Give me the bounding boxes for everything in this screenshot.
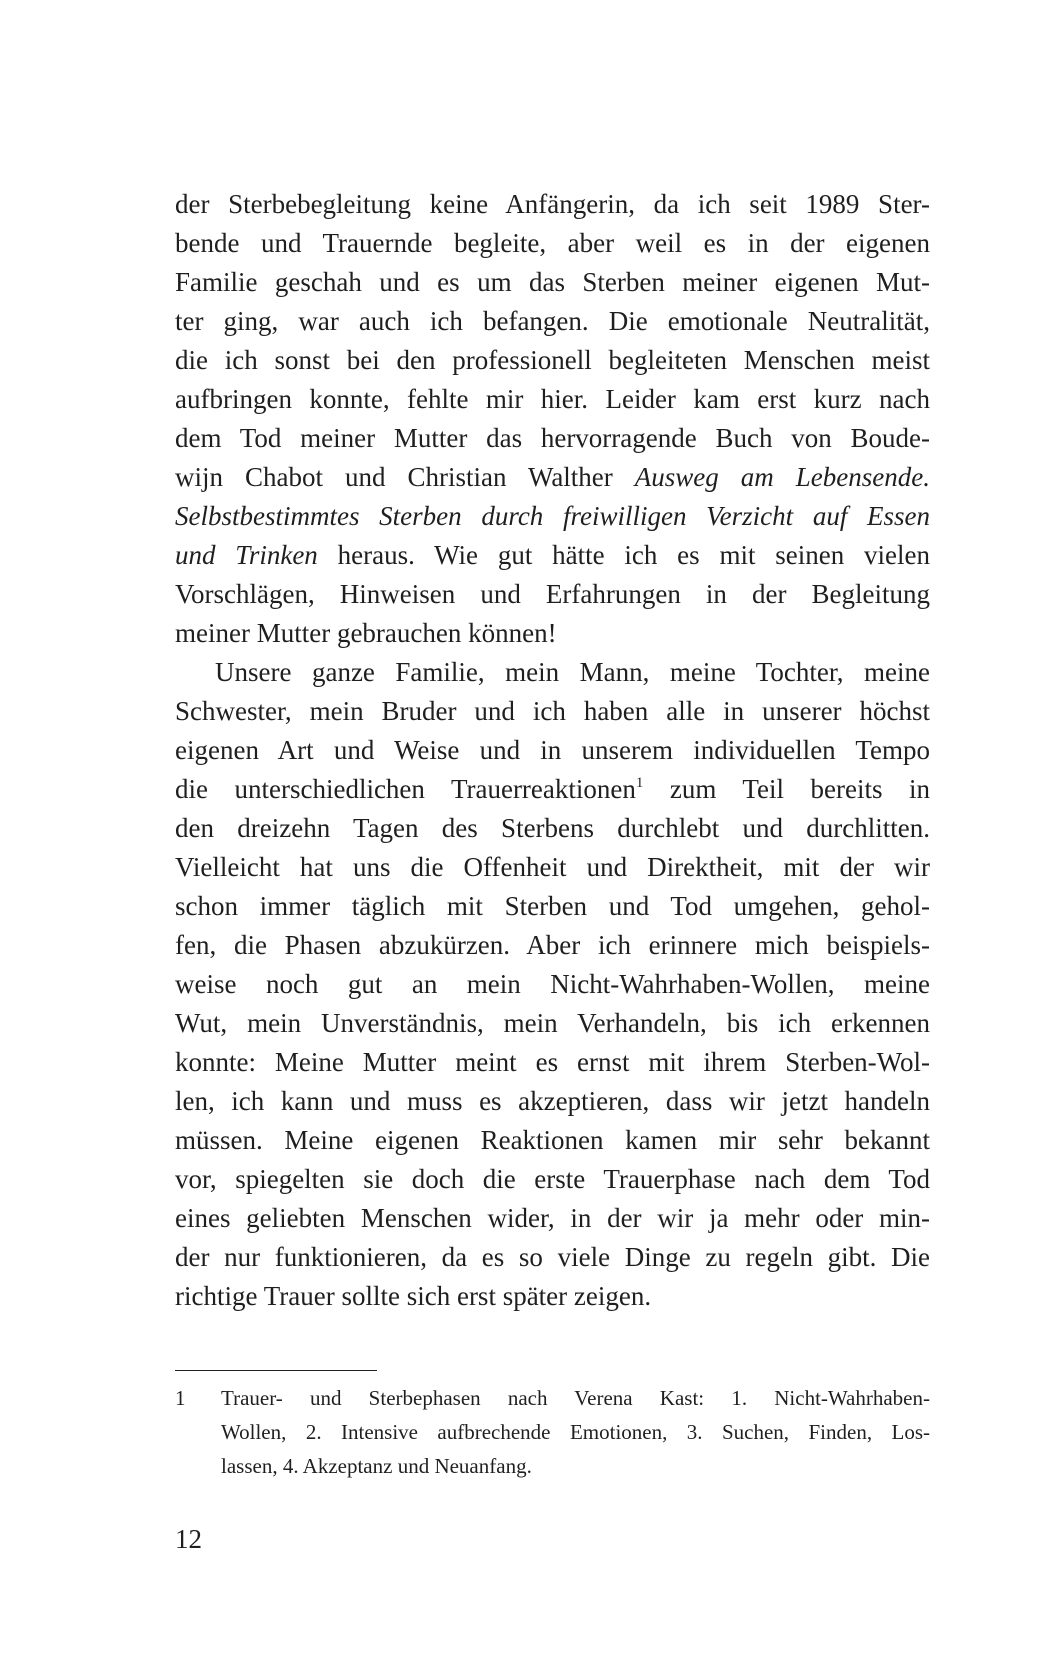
book-title-italic: Ausweg am Lebensende. bbox=[634, 462, 930, 492]
text-line: richtige Trauer sollte sich erst später zeigen. bbox=[175, 1281, 652, 1311]
text-line: schon immer täglich mit Sterben und Tod umgehen, gehol- bbox=[175, 891, 930, 921]
footnote bbox=[175, 1381, 930, 1483]
text-line: der nur funktionieren, da es so viele Dinge zu regeln gibt. Die bbox=[175, 1242, 930, 1272]
text-line: Familie geschah und es um das Sterben meiner eigenen Mut- bbox=[175, 267, 930, 297]
footnote-reference[interactable]: 1 bbox=[635, 775, 644, 791]
text-run: wijn Chabot und Christian Walther bbox=[175, 462, 635, 492]
text-line: aufbringen konnte, fehlte mir hier. Leider kam erst kurz nach bbox=[175, 384, 930, 414]
text-line: der Sterbebegleitung keine Anfängerin, da ich seit 1989 Ster- bbox=[175, 189, 930, 219]
text-line bbox=[175, 770, 930, 809]
book-title-italic: Selbstbestimmtes Sterben durch freiwilligen Verzicht auf Essen bbox=[175, 501, 930, 531]
text-line bbox=[175, 497, 930, 536]
footnote-divider bbox=[175, 1370, 377, 1371]
text-line: len, ich kann und muss es akzeptieren, dass wir jetzt handeln bbox=[175, 1086, 930, 1116]
text-line: Schwester, mein Bruder und ich haben alle in unserer höchst bbox=[175, 696, 930, 726]
text-line: ter ging, war auch ich befangen. Die emotionale Neutralität, bbox=[175, 306, 930, 336]
text-line: müssen. Meine eigenen Reaktionen kamen mir sehr bekannt bbox=[175, 1125, 930, 1155]
text-line: bende und Trauernde begleite, aber weil es in der eigenen bbox=[175, 228, 930, 258]
text-line: vor, spiegelten sie doch die erste Trauerphase nach dem Tod bbox=[175, 1164, 930, 1194]
text-line: fen, die Phasen abzukürzen. Aber ich erinnere mich beispiels- bbox=[175, 930, 930, 960]
text-line: Wut, mein Unverständnis, mein Verhandeln, bis ich erkennen bbox=[175, 1008, 930, 1038]
footnote-number: 1 bbox=[175, 1386, 186, 1410]
page-number: 12 bbox=[175, 1524, 202, 1554]
text-line: dem Tod meiner Mutter das hervorragende Buch von Boude- bbox=[175, 423, 930, 453]
text-line: Vorschlägen, Hinweisen und Erfahrungen in der Begleitung bbox=[175, 579, 930, 609]
text-line: die ich sonst bei den professionell begleiteten Menschen meist bbox=[175, 345, 930, 375]
text-line: weise noch gut an mein Nicht-Wahrhaben-Wollen, meine bbox=[175, 969, 930, 999]
text-line: den dreizehn Tagen des Sterbens durchlebt und durchlitten. bbox=[175, 813, 930, 843]
body-text bbox=[175, 185, 930, 1316]
text-line bbox=[175, 536, 930, 575]
footnote-line: Wollen, 2. Intensive aufbrechende Emotionen, 3. Suchen, Finden, Los- bbox=[221, 1420, 930, 1444]
text-line: meiner Mutter gebrauchen können! bbox=[175, 618, 557, 648]
text-line: eigenen Art und Weise und in unserem individuellen Tempo bbox=[175, 735, 930, 765]
footnote-line: Trauer- und Sterbephasen nach Verena Kast: 1. Nicht-Wahrhaben- bbox=[221, 1386, 930, 1410]
text-line: Unsere ganze Familie, mein Mann, meine Tochter, meine bbox=[215, 657, 930, 687]
text-line bbox=[175, 458, 930, 497]
book-title-italic: und Trinken bbox=[175, 540, 318, 570]
footnote-text bbox=[221, 1381, 930, 1483]
text-line: Vielleicht hat uns die Offenheit und Direktheit, mit der wir bbox=[175, 852, 930, 882]
text-line: eines geliebten Menschen wider, in der wir ja mehr oder min- bbox=[175, 1203, 930, 1233]
text-run: die unterschiedlichen Trauerreaktionen bbox=[175, 774, 636, 804]
text-run: zum Teil bereits in bbox=[643, 774, 930, 804]
text-line: konnte: Meine Mutter meint es ernst mit ihrem Sterben-Wol- bbox=[175, 1047, 930, 1077]
footnote-line: lassen, 4. Akzeptanz und Neuanfang. bbox=[221, 1454, 532, 1478]
text-run: heraus. Wie gut hätte ich es mit seinen vielen bbox=[317, 540, 930, 570]
